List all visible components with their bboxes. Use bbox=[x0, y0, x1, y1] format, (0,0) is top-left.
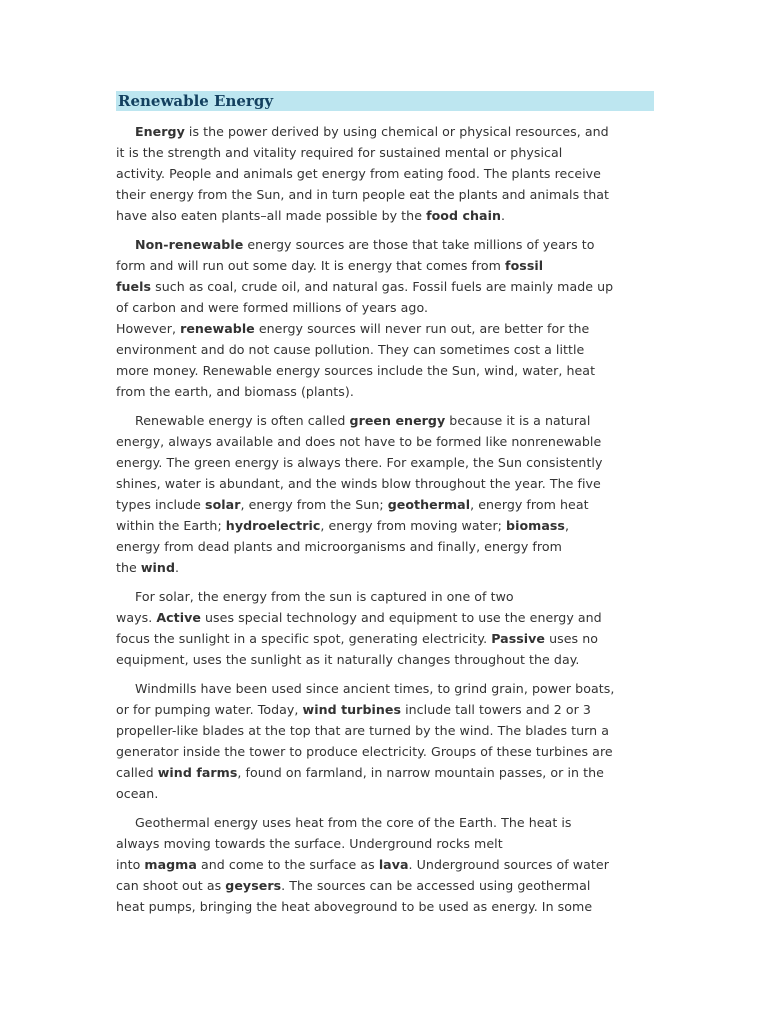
text-run: environment and do not cause pollution. They can sometimes cost a little bbox=[116, 342, 585, 357]
text-run: , energy from heat bbox=[470, 497, 589, 512]
text-run: ocean. bbox=[116, 786, 159, 801]
text-run: shines, water is abundant, and the winds blow throughout the year. The five bbox=[116, 476, 601, 491]
text-run: include tall towers and 2 or 3 bbox=[401, 702, 591, 717]
text-run: Renewable energy is often called bbox=[135, 413, 350, 428]
text-line bbox=[116, 431, 654, 452]
text-line bbox=[116, 741, 654, 762]
text-run: energy sources are those that take millions of years to bbox=[243, 237, 595, 252]
text-run: uses no bbox=[545, 631, 598, 646]
text-line bbox=[116, 297, 654, 318]
text-line bbox=[116, 381, 654, 402]
text-run: energy sources will never run out, are better for the bbox=[254, 321, 590, 336]
text-run: , found on farmland, in narrow mountain passes, or in the bbox=[237, 765, 604, 780]
text-run: propeller-like blades at the top that are turned by the wind. The blades turn a bbox=[116, 723, 610, 738]
text-line bbox=[116, 494, 654, 515]
paragraph bbox=[116, 678, 654, 804]
text-line bbox=[116, 205, 654, 226]
bold-term: wind turbines bbox=[302, 702, 402, 717]
text-run: it is the strength and vitality required for sustained mental or physical bbox=[116, 145, 563, 160]
text-line bbox=[116, 833, 654, 854]
text-run: the bbox=[116, 560, 141, 575]
text-run: their energy from the Sun, and in turn people eat the plants and animals that bbox=[116, 187, 610, 202]
paragraph bbox=[116, 121, 654, 226]
bold-term: food chain bbox=[426, 208, 501, 223]
text-run: such as coal, crude oil, and natural gas. Fossil fuels are mainly made up bbox=[151, 279, 614, 294]
document-page bbox=[116, 91, 654, 925]
bold-term: geysers bbox=[225, 878, 282, 893]
paragraph bbox=[116, 234, 654, 402]
text-line bbox=[116, 812, 654, 833]
text-run: heat pumps, bringing the heat aboveground to be used as energy. In some bbox=[116, 899, 593, 914]
text-line bbox=[116, 783, 654, 804]
text-run: form and will run out some day. It is energy that comes from bbox=[116, 258, 506, 273]
text-run: , bbox=[564, 518, 570, 533]
text-run: . bbox=[175, 560, 180, 575]
paragraph bbox=[116, 812, 654, 917]
text-run: and come to the surface as bbox=[196, 857, 379, 872]
paragraph bbox=[116, 410, 654, 578]
text-line bbox=[116, 699, 654, 720]
text-line bbox=[116, 234, 654, 255]
bold-term: hydroelectric bbox=[225, 518, 321, 533]
text-line bbox=[116, 762, 654, 783]
bold-term: solar bbox=[205, 497, 241, 512]
text-run: activity. People and animals get energy from eating food. The plants receive bbox=[116, 166, 601, 181]
text-run: . The sources can be accessed using geothermal bbox=[281, 878, 591, 893]
bold-term: Passive bbox=[491, 631, 546, 646]
text-line bbox=[116, 184, 654, 205]
text-run: However, bbox=[116, 321, 181, 336]
title-bar bbox=[116, 91, 654, 111]
text-run: generator inside the tower to produce electricity. Groups of these turbines are bbox=[116, 744, 613, 759]
bold-term: wind bbox=[140, 560, 176, 575]
bold-term: geothermal bbox=[387, 497, 471, 512]
bold-term: lava bbox=[378, 857, 409, 872]
text-run: within the Earth; bbox=[116, 518, 226, 533]
text-line bbox=[116, 515, 654, 536]
text-line bbox=[116, 121, 654, 142]
text-line bbox=[116, 410, 654, 431]
paragraph bbox=[116, 586, 654, 670]
text-line bbox=[116, 276, 654, 297]
bold-term: wind farms bbox=[157, 765, 238, 780]
text-line bbox=[116, 536, 654, 557]
text-line bbox=[116, 142, 654, 163]
text-run: energy, always available and does not have to be formed like nonrenewable bbox=[116, 434, 602, 449]
text-run: from the earth, and biomass (plants). bbox=[116, 384, 354, 399]
bold-term: Non-renewable bbox=[135, 237, 244, 252]
text-run: focus the sunlight in a specific spot, generating electricity. bbox=[116, 631, 492, 646]
text-run: more money. Renewable energy sources include the Sun, wind, water, heat bbox=[116, 363, 596, 378]
text-run: Geothermal energy uses heat from the core of the Earth. The heat is bbox=[135, 815, 572, 830]
text-line bbox=[116, 360, 654, 381]
page-title: Renewable Energy bbox=[118, 92, 274, 110]
text-run: , energy from the Sun; bbox=[240, 497, 388, 512]
text-run: because it is a natural bbox=[445, 413, 591, 428]
bold-term: biomass bbox=[506, 518, 565, 533]
text-line bbox=[116, 255, 654, 276]
text-run: . Underground sources of water bbox=[408, 857, 609, 872]
text-line bbox=[116, 586, 654, 607]
text-line bbox=[116, 649, 654, 670]
text-line bbox=[116, 720, 654, 741]
text-line bbox=[116, 854, 654, 875]
text-run: of carbon and were formed millions of years ago. bbox=[116, 300, 429, 315]
text-line bbox=[116, 557, 654, 578]
text-run: or for pumping water. Today, bbox=[116, 702, 303, 717]
text-run: types include bbox=[116, 497, 206, 512]
bold-term: Active bbox=[156, 610, 201, 625]
text-line bbox=[116, 452, 654, 473]
text-line bbox=[116, 473, 654, 494]
text-run: uses special technology and equipment to use the energy and bbox=[200, 610, 602, 625]
text-run: can shoot out as bbox=[116, 878, 226, 893]
text-line bbox=[116, 339, 654, 360]
text-run: is the power derived by using chemical or physical resources, and bbox=[184, 124, 609, 139]
text-line bbox=[116, 896, 654, 917]
text-line bbox=[116, 628, 654, 649]
text-run: ways. bbox=[116, 610, 157, 625]
bold-term: Energy bbox=[135, 124, 185, 139]
text-line bbox=[116, 318, 654, 339]
document-body bbox=[116, 121, 654, 917]
bold-term: magma bbox=[144, 857, 197, 872]
text-run: . bbox=[500, 208, 506, 223]
bold-term: green energy bbox=[349, 413, 446, 428]
text-run: have also eaten plants–all made possible by the bbox=[116, 208, 427, 223]
text-run: into bbox=[116, 857, 145, 872]
text-run: energy from dead plants and microorganisms and finally, energy from bbox=[116, 539, 562, 554]
text-line bbox=[116, 875, 654, 896]
bold-term: fossil bbox=[505, 258, 544, 273]
bold-term: renewable bbox=[180, 321, 255, 336]
text-run: For solar, the energy from the sun is captured in one of two bbox=[135, 589, 514, 604]
text-run: always moving towards the surface. Underground rocks melt bbox=[116, 836, 503, 851]
text-run: Windmills have been used since ancient times, to grind grain, power boats, bbox=[135, 681, 615, 696]
text-line bbox=[116, 607, 654, 628]
text-run: equipment, uses the sunlight as it naturally changes throughout the day. bbox=[116, 652, 580, 667]
bold-term: fuels bbox=[116, 279, 152, 294]
text-line bbox=[116, 163, 654, 184]
text-run: called bbox=[116, 765, 158, 780]
text-line bbox=[116, 678, 654, 699]
text-run: , energy from moving water; bbox=[320, 518, 507, 533]
text-run: energy. The green energy is always there. For example, the Sun consistently bbox=[116, 455, 603, 470]
